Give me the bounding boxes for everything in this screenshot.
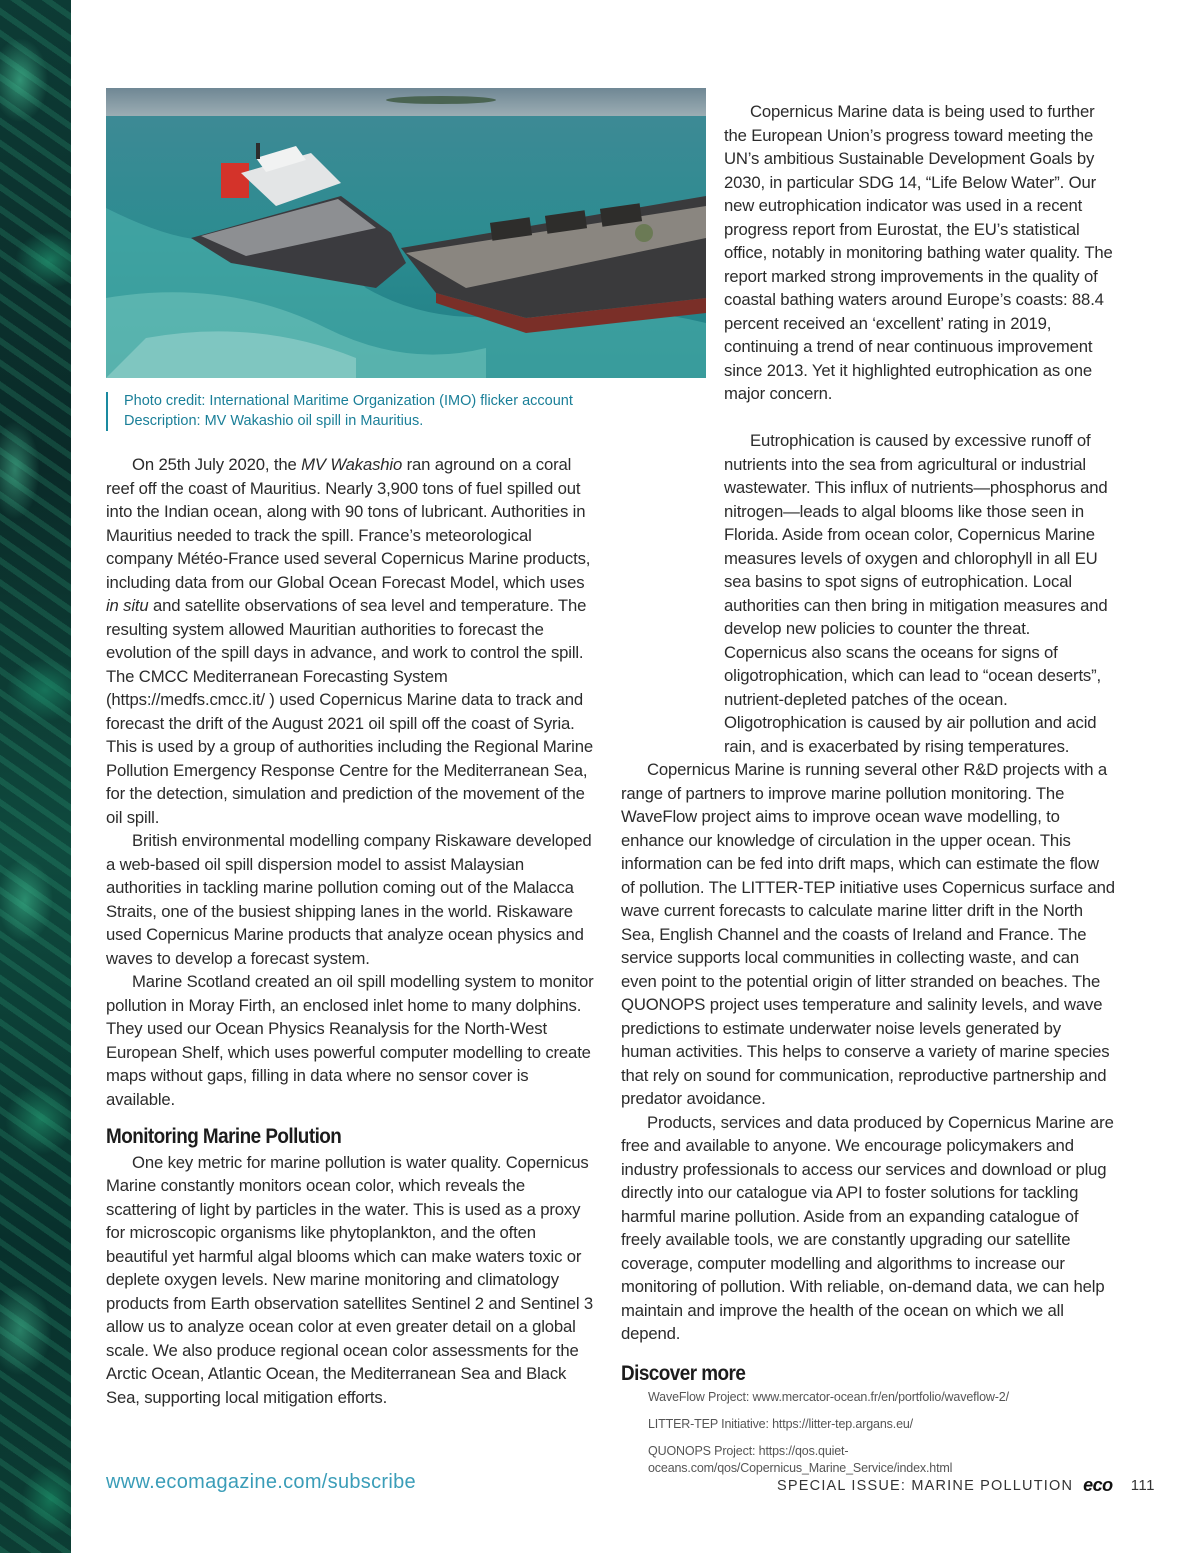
- paragraph: Products, services and data produced by Copernicus Marine are free and available to anyone. We encourage policymakers and industry professionals to access our services and download or plug directly into our catalogue via API to foster solutions for tackling harmful marine pollution. Aside from an expanding catalogue of freely available tools, we are constantly upgrading our satellite coverage, computer modelling and algorithms to increase our monitoring of pollution. With reliable, on-demand data, we can help maintain and improve the health of the ocean on which we all depend.: [621, 1112, 1114, 1343]
- discover-more-heading: Discover more: [621, 1361, 746, 1385]
- paragraph: British environmental modelling company Riskaware developed a web-based oil spill dispersion model to assist Malaysian authorities in tackling marine pollution coming out of the Malacca Straits, one of the busiest shipping lanes in the world. Riskaware used Copernicus Marine products that analyze ocean physics and waves to develop a forecast system.: [106, 831, 592, 968]
- paragraph: On 25th July 2020, the MV Wakashio ran aground on a coral reef off the coast of Mauritius. Nearly 3,900 tons of fuel spilled out into the Indian ocean, along with 90 tons of lubricant. Authorities in Mauritius needed to track the spill. France’s meteorological company Météo-France used several Copernicus Marine products, including data from our Global Ocean Forecast Model, which uses in situ and satellite observations of sea level and temperature. The resulting system allowed Mauritian authorities to forecast the evolution of the spill days in advance, and work to control the spill. The CMCC Mediterranean Forecasting System (https://medfs.cmcc.it/ ) used Copernicus Marine data to track and forecast the drift of the August 2021 oil spill off the coast of Syria. This is used by a group of authorities including the Regional Marine Pollution Emergency Response Centre for the Mediterranean Sea, for the detection, simulation and prediction of the movement of the oil spill.: [106, 455, 594, 827]
- link-litter-tep[interactable]: LITTER-TEP Initiative: https://litter-tep.argans.eu/: [648, 1417, 913, 1431]
- discover-links: [648, 1389, 1115, 1477]
- issue-label: SPECIAL ISSUE: MARINE POLLUTION: [777, 1477, 1074, 1494]
- paragraph: One key metric for marine pollution is water quality. Copernicus Marine constantly monitors ocean color, which reveals the scattering of light by particles in the water. This is used as a proxy for microscopic organisms like phytoplankton, and the often beautiful yet harmful algal blooms which can make waters toxic or deplete oxygen levels. New marine monitoring and climatology products from Earth observation satellites Sentinel 2 and Sentinel 3 allow us to analyze ocean color at even greater detail on a global scale. We also produce regional ocean color assessments for the Arctic Ocean, Atlantic Ocean, the Mediterranean Sea and Black Sea, supporting local mitigation efforts.: [106, 1152, 594, 1407]
- photo-caption: [106, 392, 684, 431]
- paragraph: Copernicus Marine data is being used to further the European Union’s progress toward meeting the UN’s ambitious Sustainable Development Goals by 2030, in particular SDG 14, “Life Below Water”. Our new eutrophication indicator was used in a recent progress report from Eurostat, the EU’s statistical office, notably in monitoring bathing water quality. The report marked strong improvements in the quality of coastal bathing waters around Europe’s coasts: 88.4 percent received an ‘excellent’ rating in 2019, continuing a trend of near continuous improvement since 2013. Yet it highlighted eutrophication as one major concern.: [724, 102, 1113, 403]
- page-number: 111: [1130, 1477, 1155, 1494]
- subscribe-link[interactable]: www.ecomagazine.com/subscribe: [106, 1471, 416, 1493]
- caption-credit: Photo credit: International Maritime Organization (IMO) flicker account: [124, 393, 573, 409]
- paragraph: Eutrophication is caused by excessive runoff of nutrients into the sea from agricultural or industrial wastewater. This influx of nutrients—phosphorus and nitrogen—leads to algal blooms like those seen in Florida. Aside from ocean color, Copernicus Marine measures levels of oxygen and chlorophyll in all EU sea basins to spot signs of eutrophication. Local authorities can then bring in mitigation measures and develop new policies to counter the threat. Copernicus also scans the oceans for signs of oligotrophication, which can lead to “ocean deserts”, nutrient-depleted patches of the ocean. Oligotrophication is caused by air pollution and acid rain, and is exacerbated by rising temperatures.: [724, 431, 1108, 756]
- left-column: [106, 453, 600, 1409]
- footer-issue: [777, 1475, 1155, 1496]
- section-heading: Monitoring Marine Pollution: [106, 1125, 342, 1148]
- decorative-algae-strip: [0, 0, 71, 1553]
- right-column: [621, 429, 1115, 1487]
- paragraph: Marine Scotland created an oil spill modelling system to monitor pollution in Moray Firth, an enclosed inlet home to many dolphins. They used our Ocean Physics Reanalysis for the North-West European Shelf, which uses powerful computer modelling to create maps without gaps, filling in data where no sensor cover is available.: [106, 972, 594, 1109]
- ship-photo: [106, 88, 706, 378]
- link-waveflow[interactable]: WaveFlow Project: www.mercator-ocean.fr/en/portfolio/waveflow-2/: [648, 1390, 1009, 1404]
- right-column-top: [724, 100, 1114, 406]
- caption-description: Description: MV Wakashio oil spill in Mauritius.: [124, 412, 424, 429]
- link-quonops[interactable]: QUONOPS Project: https://qos.quiet-oceans.com/qos/Copernicus_Marine_Service/index.html: [648, 1444, 953, 1475]
- eco-logo: eco: [1083, 1475, 1113, 1495]
- paragraph: Copernicus Marine is running several other R&D projects with a range of partners to improve marine pollution monitoring. The WaveFlow project aims to improve ocean wave modelling, to enhance our knowledge of circulation in the upper ocean. This information can be fed into drift maps, which can estimate the flow of pollution. The LITTER-TEP initiative uses Copernicus surface and wave current forecasts to calculate marine litter drift in the North Sea, English Channel and the coasts of Ireland and France. The service supports local communities in collecting waste, and can even point to the potential origin of litter stranded on beaches. The QUONOPS project uses temperature and salinity levels, and wave predictions to estimate underwater noise levels generated by human activities. This helps to conserve a variety of marine species that rely on sound for communication, reproductive partnership and predator avoidance.: [621, 760, 1115, 1108]
